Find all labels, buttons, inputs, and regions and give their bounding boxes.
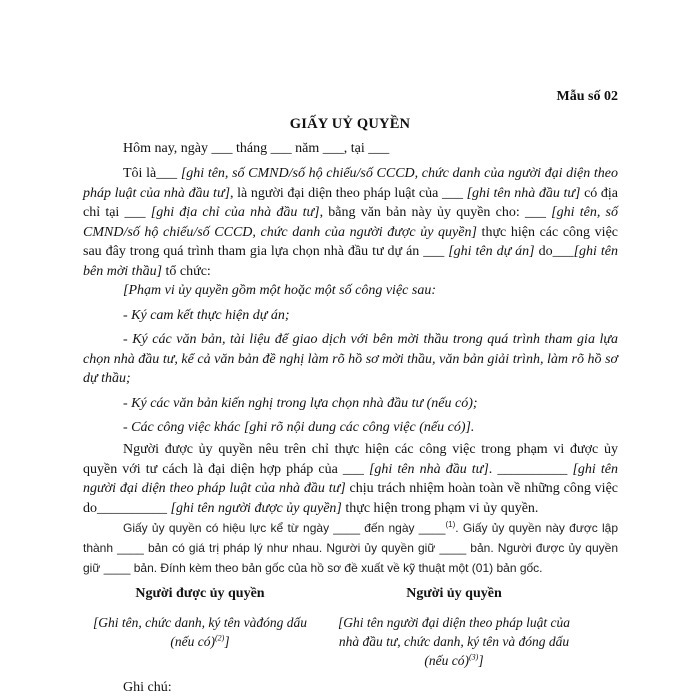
date-line: Hôm nay, ngày ___ tháng ___ năm ___, tại ___	[123, 141, 390, 156]
footnote-ref: (3)	[469, 652, 479, 662]
text-run: Tôi là___	[123, 166, 181, 181]
placeholder-text: [ghi tên nhà đầu tư]	[368, 461, 489, 477]
footnote-ref: (1)	[445, 520, 456, 529]
scope-item: - Ký các văn bản, tài liệu để giao dịch với bên mời thầu trong quá trình tham gia lựa chọn nhà đầu tư, kể cả văn bản đề nghị làm rõ hồ sơ mời thầu, văn bản giải trình, làm rõ hồ sơ dự thầu;	[83, 332, 618, 386]
placeholder-text: [ghi tên người đại diện theo pháp luật của nhà đầu tư]	[83, 461, 618, 496]
document-title: GIẤY UỶ QUYỀN	[289, 116, 411, 132]
scope-item: - Ký cam kết thực hiện dự án;	[123, 307, 290, 323]
text-run: tổ chức:	[162, 263, 211, 279]
placeholder-text: [ghi địa chỉ của nhà đầu tư]	[150, 205, 320, 220]
scope-item: - Ký các văn bản kiến nghị trong lựa chọn nhà đầu tư (nếu có);	[123, 395, 478, 411]
signature-instruction-authorized	[82, 613, 318, 651]
text-run: ]	[478, 653, 484, 668]
placeholder-text: [ghi tên nhà đầu tư]	[466, 185, 581, 201]
text-run: do___	[534, 244, 574, 259]
authorization-scope	[83, 281, 618, 438]
scope-intro: [Phạm vi ủy quyền gồm một hoặc một số công việc sau:	[123, 283, 436, 298]
text-run: Giấy ủy quyền có hiệu lực kể từ ngày ____ đến ngày ____	[123, 521, 446, 535]
form-number: Mẫu số 02	[556, 89, 618, 104]
signature-heading-authorizer: Người ủy quyền	[406, 586, 502, 601]
text-run: , bằng văn bản này ủy quyền cho: ___	[319, 205, 552, 220]
footnote-ref: (2)	[215, 633, 225, 643]
signature-heading-authorized: Người được ủy quyền	[135, 586, 265, 601]
text-run: thực hiện các công việc sau đây trong quá trình tham gia lựa chọn nhà đầu tư dự án ___	[83, 224, 618, 259]
placeholder-text: [ghi tên, số CMND/số hộ chiếu/số CCCD, chức danh của người đại diện theo pháp luật của nhà đầu tư]	[83, 166, 619, 201]
signature-instruction-text: [Ghi tên, chức danh, ký tên vàđóng dấu (nếu có)	[93, 615, 307, 649]
scope-item: - Các công việc khác [ghi rõ nội dung các công việc (nếu có)].	[123, 420, 475, 435]
placeholder-text: [ghi tên, số CMND/số hộ chiếu/số CCCD, chức danh của người được ủy quyền]	[83, 205, 618, 240]
text-run: Người được ủy quyền nêu trên chỉ thực hiện các công việc trong phạm vi được ủy quyền với tư cách là đại diện hợp pháp của ___	[83, 442, 618, 477]
signature-instruction-text: [Ghi tên người đại diện theo pháp luật của nhà đầu tư, chức danh, ký tên và đóng dấu (nếu có)	[337, 615, 571, 668]
paragraph-validity	[83, 518, 618, 578]
text-run: ]	[224, 634, 230, 649]
signature-instruction-authorizer	[330, 613, 578, 670]
text-run: chịu trách nhiệm hoàn toàn về những công việc do__________	[83, 481, 619, 516]
text-run: có địa chỉ tại ___	[83, 185, 618, 220]
text-run: thực hiện trong phạm vi ủy quyền.	[341, 500, 539, 516]
paragraph-responsibility	[83, 440, 618, 518]
text-run: , là người đại diện theo pháp luật của ___	[230, 185, 467, 201]
placeholder-text: [ghi tên người được ủy quyền]	[170, 500, 342, 516]
paragraph-authorizer	[83, 164, 618, 281]
placeholder-text: [ghi tên bên mời thầu]	[83, 244, 619, 279]
text-run: . __________	[488, 461, 573, 477]
text-run: . Giấy ủy quyền này được lập thành ____ bản có giá trị pháp lý như nhau. Người ủy quyền giữ ____ bản. Người được ủy quyền giữ ____ bản. Đính kèm theo bản gốc của hồ sơ đề xuất về kỹ thuật một (01) bản gốc.	[83, 521, 618, 575]
notes-heading: Ghi chú:	[123, 680, 172, 695]
placeholder-text: [ghi tên dự án]	[448, 244, 535, 259]
